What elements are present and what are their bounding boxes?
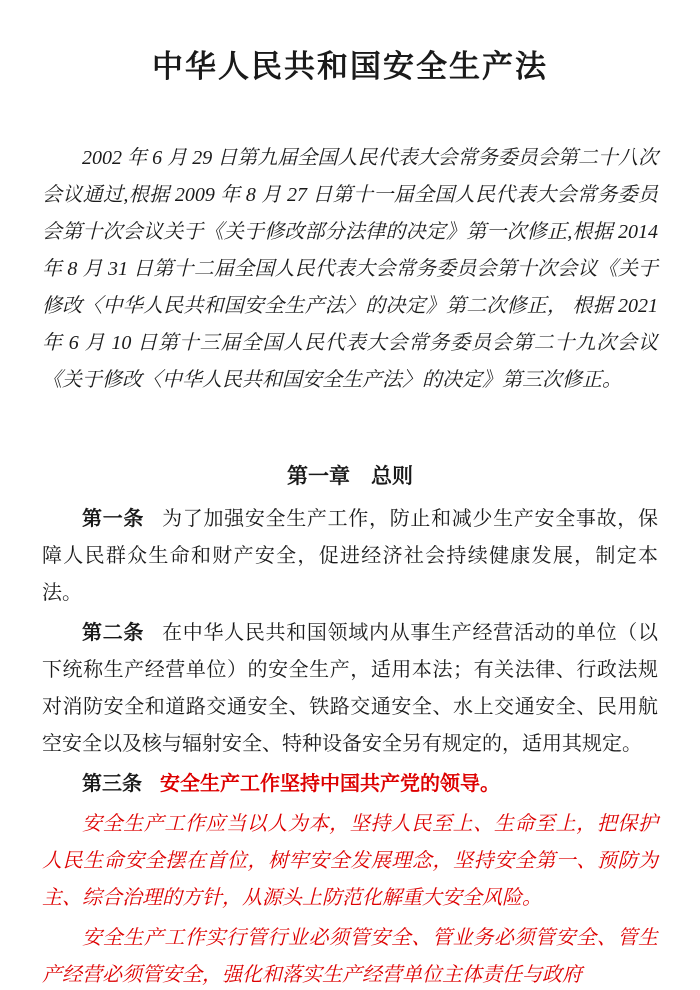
article-1-text: 为了加强安全生产工作，防止和减少生产安全事故，保障人民群众生命和财产安全，促进经济社会持续健康发展，制定本法。: [42, 508, 659, 604]
article-2-number: 第二条: [82, 622, 145, 644]
article-3-text-highlighted: 安全生产工作坚持中国共产党的领导。: [160, 773, 500, 795]
article-2-paragraph: [42, 615, 658, 763]
article-1-paragraph: [42, 501, 658, 612]
amendment-preamble: 2002 年 6 月 29 日第九届全国人民代表大会常务委员会第二十八次会议通过,根据 2009 年 8 月 27 日第十一届全国人民代表大会常务委员会第十次会议关于《关于修改部分法律的决定》第一次修正,根据 2014 年 8 月 31 日第十二届全国人民代表大会常务委员会第十次会议《关于修改〈中华人民共和国安全生产法〉的决定》第二次修正， 根据 2021 年 6 月 10 日第十三届全国人民代表大会常务委员会第二十九次会议《关于修改〈中华人民共和国安全生产法〉的决定》第三次修正。: [42, 147, 658, 391]
article-3-number: 第三条: [82, 773, 142, 795]
red-policy-paragraph-1: 安全生产工作应当以人为本，坚持人民至上、生命至上，把保护人民生命安全摆在首位，树牢安全发展理念，坚持安全第一、预防为主、综合治理的方针，从源头上防范化解重大安全风险。: [42, 813, 658, 909]
article-1-number: 第一条: [82, 508, 145, 530]
document-title: 中华人民共和国安全生产法: [152, 49, 548, 84]
chapter-heading: 第一章 总则: [287, 464, 413, 488]
article-2-text: 在中华人民共和国领域内从事生产经营活动的单位（以下统称生产经营单位）的安全生产，适用本法；有关法律、行政法规对消防安全和道路交通安全、铁路交通安全、水上交通安全、民用航空安全以及核与辐射安全、特种设备安全另有规定的，适用其规定。: [42, 622, 659, 755]
red-policy-paragraph-2: 安全生产工作实行管行业必须管安全、管业务必须管安全、管生产经营必须管安全，强化和落实生产经营单位主体责任与政府: [42, 927, 658, 986]
article-3-paragraph: [42, 766, 658, 803]
